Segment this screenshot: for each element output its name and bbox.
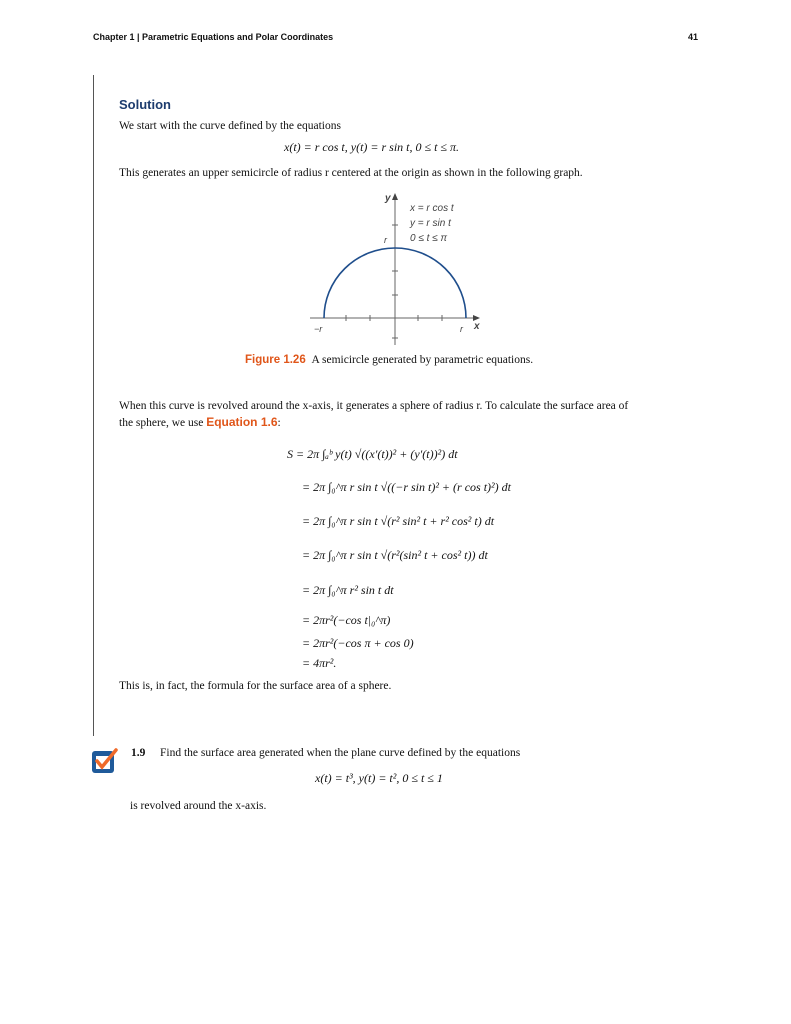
parametric-equation: x(t) = r cos t, y(t) = r sin t, 0 ≤ t ≤ π.	[284, 140, 460, 154]
exercise-follow: is revolved around the x-axis.	[130, 800, 267, 812]
figure-label: Figure 1.26	[245, 354, 306, 366]
derivation-line-7: = 2πr²(−cos π + cos 0)	[302, 636, 414, 650]
x-axis-label: x	[474, 321, 480, 332]
derivation-line-2: = 2π ∫₀^π r sin t √((−r sin t)² + (r cos t)²) dt	[302, 480, 511, 494]
derivation-line-8: = 4πr².	[302, 656, 337, 670]
example-side-rule	[93, 75, 94, 736]
derivation-line-1: S = 2π ∫ₐᵇ y(t) √((x′(t))² + (y′(t))²) dt	[287, 447, 458, 461]
solution-intro: We start with the curve defined by the equations	[119, 120, 341, 132]
paragraph-text: the sphere, we use	[119, 417, 207, 429]
semicircle-graph	[300, 185, 500, 355]
conclusion-text: This is, in fact, the formula for the surface area of a sphere.	[119, 680, 392, 692]
paragraph-line-1: When this curve is revolved around the x-axis, it generates a sphere of radius r. To calculate the surface area of	[119, 400, 629, 412]
exercise-number: 1.9	[131, 747, 146, 759]
paragraph-colon: :	[277, 417, 281, 429]
legend-x: x = r cos t	[410, 203, 454, 214]
legend-y: y = r sin t	[410, 218, 451, 229]
figure-caption	[245, 354, 533, 366]
chapter-header: Chapter 1 | Parametric Equations and Polar Coordinates	[93, 32, 334, 42]
legend-range: 0 ≤ t ≤ π	[410, 233, 448, 244]
derivation-line-4: = 2π ∫₀^π r sin t √(r²(sin² t + cos² t)) dt	[302, 548, 488, 562]
page-number: 41	[688, 32, 699, 42]
solution-description: This generates an upper semicircle of radius r centered at the origin as shown in the following graph.	[119, 167, 583, 179]
paragraph-line-2	[119, 415, 281, 429]
y-axis-label: y	[385, 193, 391, 204]
equation-1-6-link[interactable]: Equation 1.6	[206, 415, 278, 429]
solution-heading: Solution	[119, 97, 171, 112]
y-axis-arrow	[392, 193, 398, 200]
exercise-equation: x(t) = t³, y(t) = t², 0 ≤ t ≤ 1	[315, 771, 443, 785]
derivation-line-6: = 2πr²(−cos t|₀^π)	[302, 613, 391, 627]
r-right-label: r	[460, 324, 463, 334]
exercise-prompt: Find the surface area generated when the plane curve defined by the equations	[160, 747, 521, 759]
neg-r-label: −r	[314, 324, 323, 334]
r-top-label: r	[384, 235, 387, 245]
checkpoint-icon	[91, 747, 119, 775]
figure-caption-text: A semicircle generated by parametric equations.	[311, 354, 534, 366]
derivation-line-3: = 2π ∫₀^π r sin t √(r² sin² t + r² cos² t) dt	[302, 514, 495, 528]
derivation-line-5: = 2π ∫₀^π r² sin t dt	[302, 583, 394, 597]
